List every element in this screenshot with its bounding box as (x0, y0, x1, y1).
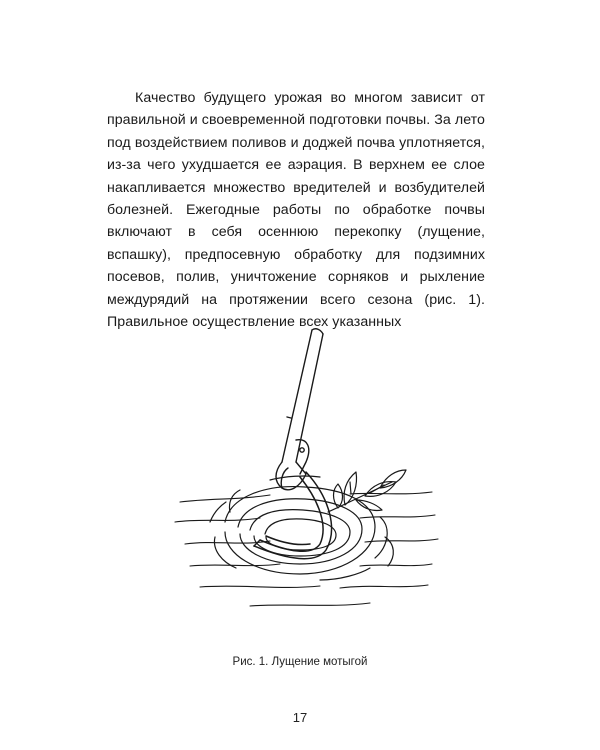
soil-lines (175, 492, 438, 606)
hoe-in-soil-illustration (170, 322, 440, 622)
page-number: 17 (292, 710, 308, 725)
body-paragraph: Качество будущего урожая во многом зависит от правильной и своевременной подготовки почвы. За лето под воздействием поливов и доджей почва уплотняется, из-за чего ухудшается ее аэрация. В верхнем ее слое накапливается множество вредителей и возбудителей болезней. Ежегодные работы по обработке почвы включают в себя осеннюю перекопку (лущение, вспашку), предпосевную обработку для подзимних посевов, полив, уничтожение сорняков и рыхление междурядий на протяжении всего сезона (рис. 1). Правильное осуществление всех указанных (107, 90, 485, 331)
figure-caption: Рис. 1. Лущение мотыгой (232, 656, 368, 668)
figure-hoe (170, 322, 440, 622)
hoe-handle (282, 329, 323, 462)
seedling (328, 470, 406, 512)
soil-swirls (210, 476, 393, 580)
hoe-blade (254, 472, 332, 559)
